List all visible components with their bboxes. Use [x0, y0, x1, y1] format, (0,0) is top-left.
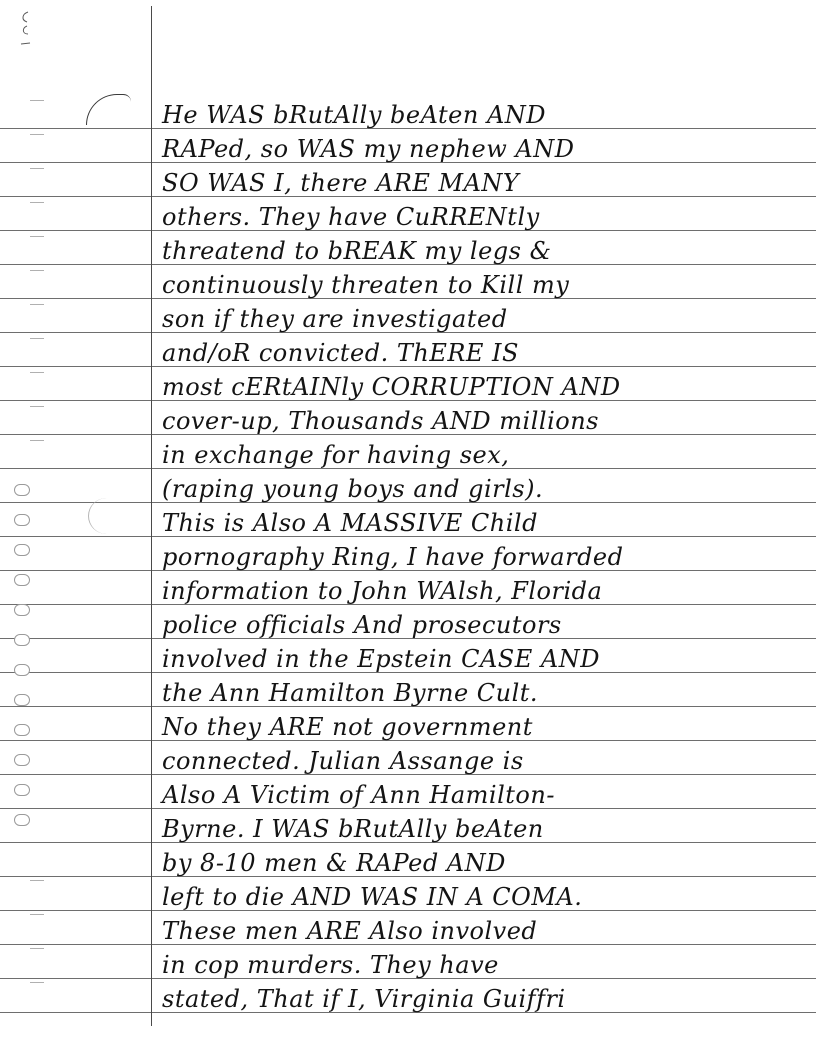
text-line: information to John WAlsh, Florida: [162, 577, 603, 605]
text-line: others. They have CuRRENtly: [162, 203, 540, 231]
text-line: These men ARE Also involved: [162, 917, 538, 945]
text-line: SO WAS I, there ARE MANY: [162, 169, 520, 197]
text-line: (raping young boys and girls).: [162, 475, 544, 503]
text-line: the Ann Hamilton Byrne Cult.: [162, 679, 539, 707]
text-line: Byrne. I WAS bRutAlly beAten: [162, 815, 544, 843]
text-line: threatend to bREAK my legs &: [162, 237, 552, 265]
text-line: most cERtAINly CORRUPTION AND: [162, 373, 621, 401]
text-line: police officials And prosecutors: [162, 611, 562, 639]
text-line: pornography Ring, I have forwarded: [162, 543, 624, 571]
text-line: son if they are investigated: [162, 305, 508, 333]
text-line: This is Also A MASSIVE Child: [162, 509, 538, 537]
text-line: in exchange for having sex,: [162, 441, 510, 469]
text-line: and/oR convicted. ThERE IS: [162, 339, 519, 367]
text-line: He WAS bRutAlly beAten AND: [162, 101, 547, 129]
text-line: stated, That if I, Virginia Guiffri: [162, 985, 566, 1013]
text-line: cover-up, Thousands AND millions: [162, 407, 599, 435]
text-line: Also A Victim of Ann Hamilton-: [162, 781, 555, 809]
text-line: involved in the Epstein CASE AND: [162, 645, 600, 673]
text-line: No they ARE not government: [162, 713, 533, 741]
text-line: RAPed, so WAS my nephew AND: [162, 135, 575, 163]
text-line: by 8-10 men & RAPed AND: [162, 849, 506, 877]
text-line: connected. Julian Assange is: [162, 747, 524, 775]
text-line: continuously threaten to Kill my: [162, 271, 570, 299]
text-line: in cop murders. They have: [162, 951, 499, 979]
text-line: left to die AND WAS IN A COMA.: [162, 883, 583, 911]
